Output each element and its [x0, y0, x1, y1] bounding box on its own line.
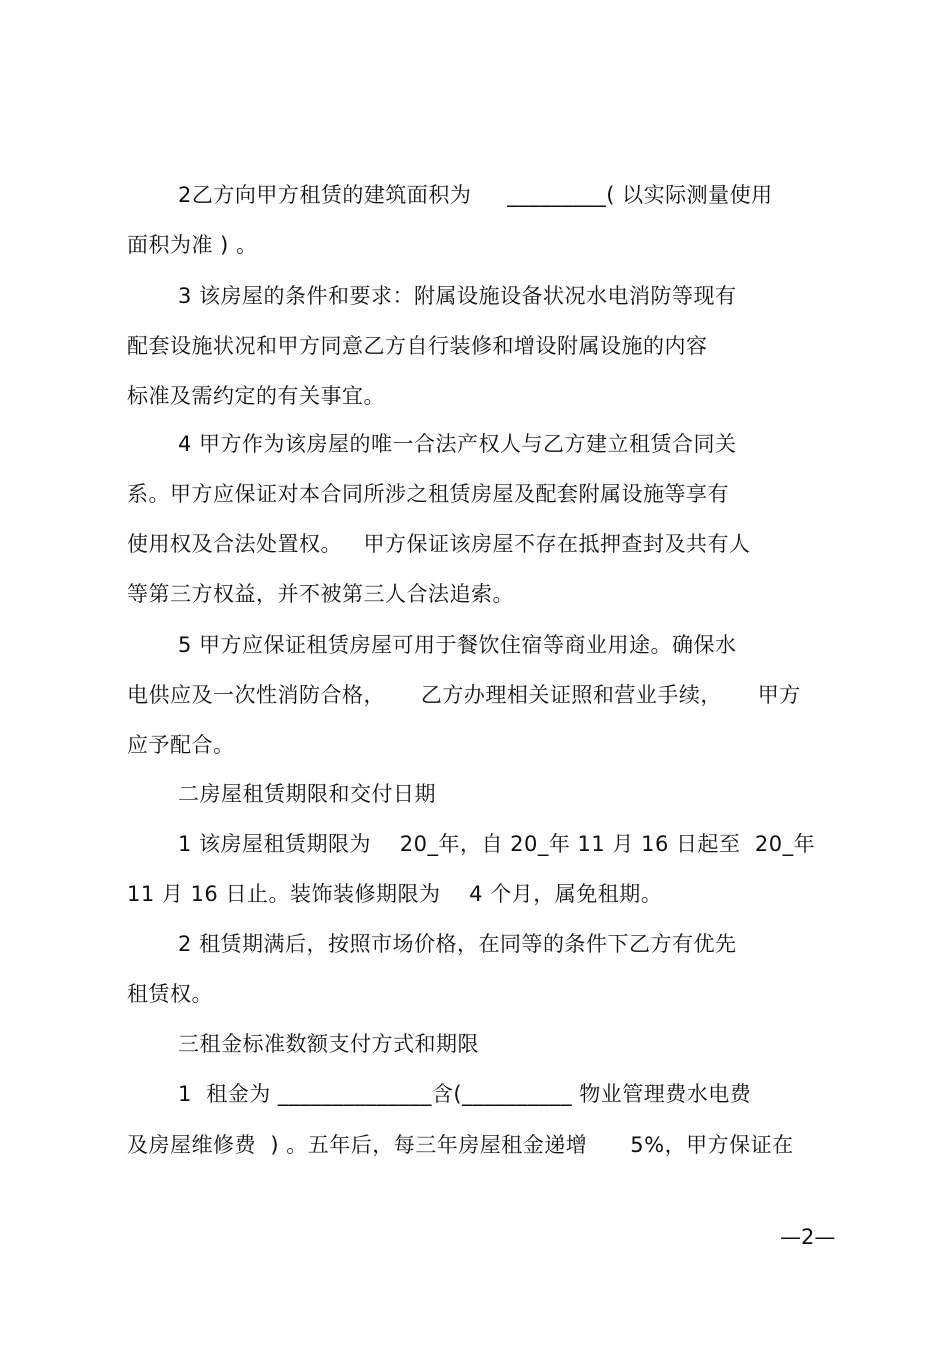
text-line: 使用权及合法处置权。 甲方保证该房屋不存在抵押查封及共有人 — [127, 532, 751, 556]
text-line: 1 该房屋租赁期限为 20_年，自 20_年 11 月 16 日起至 20_年 — [178, 832, 816, 856]
text-line: 2乙方向甲方租赁的建筑面积为 _________( 以实际测量使用 — [178, 183, 773, 207]
text-line: 4 甲方作为该房屋的唯一合法产权人与乙方建立租赁合同关 — [178, 432, 737, 456]
text-line: 系。甲方应保证对本合同所涉之租赁房屋及配套附属设施等享有 — [127, 482, 729, 506]
text-line: 3 该房屋的条件和要求：附属设施设备状况水电消防等现有 — [178, 284, 737, 308]
text-line: 面积为准 ) 。 — [127, 233, 258, 257]
text-line: 标准及需约定的有关事宜。 — [127, 384, 385, 408]
section-heading: 三租金标准数额支付方式和期限 — [178, 1032, 479, 1056]
text-line: 等第三方权益，并不被第三人合法追索。 — [127, 582, 514, 606]
text-line: 2 租赁期满后，按照市场价格，在同等的条件下乙方有优先 — [178, 932, 737, 956]
text-line: 1 租金为 ______________含(__________ 物业管理费水电费 — [178, 1082, 752, 1106]
text-line: 电供应及一次性消防合格， 乙方办理相关证照和营业手续， 甲方 — [127, 683, 801, 707]
text-line: 5 甲方应保证租赁房屋可用于餐饮住宿等商业用途。确保水 — [178, 633, 737, 657]
section-heading: 二房屋租赁期限和交付日期 — [178, 782, 436, 806]
text-line: 11 月 16 日止。装饰装修期限为 4 个月，属免租期。 — [127, 882, 663, 906]
text-line: 应予配合。 — [127, 733, 235, 757]
text-line: 租赁权。 — [127, 982, 213, 1006]
page-number: —2— — [780, 1225, 836, 1249]
text-line: 配套设施状况和甲方同意乙方自行装修和增设附属设施的内容 — [127, 334, 708, 358]
text-line: 及房屋维修费 ) 。五年后，每三年房屋租金递增 5%，甲方保证在 — [127, 1133, 794, 1157]
